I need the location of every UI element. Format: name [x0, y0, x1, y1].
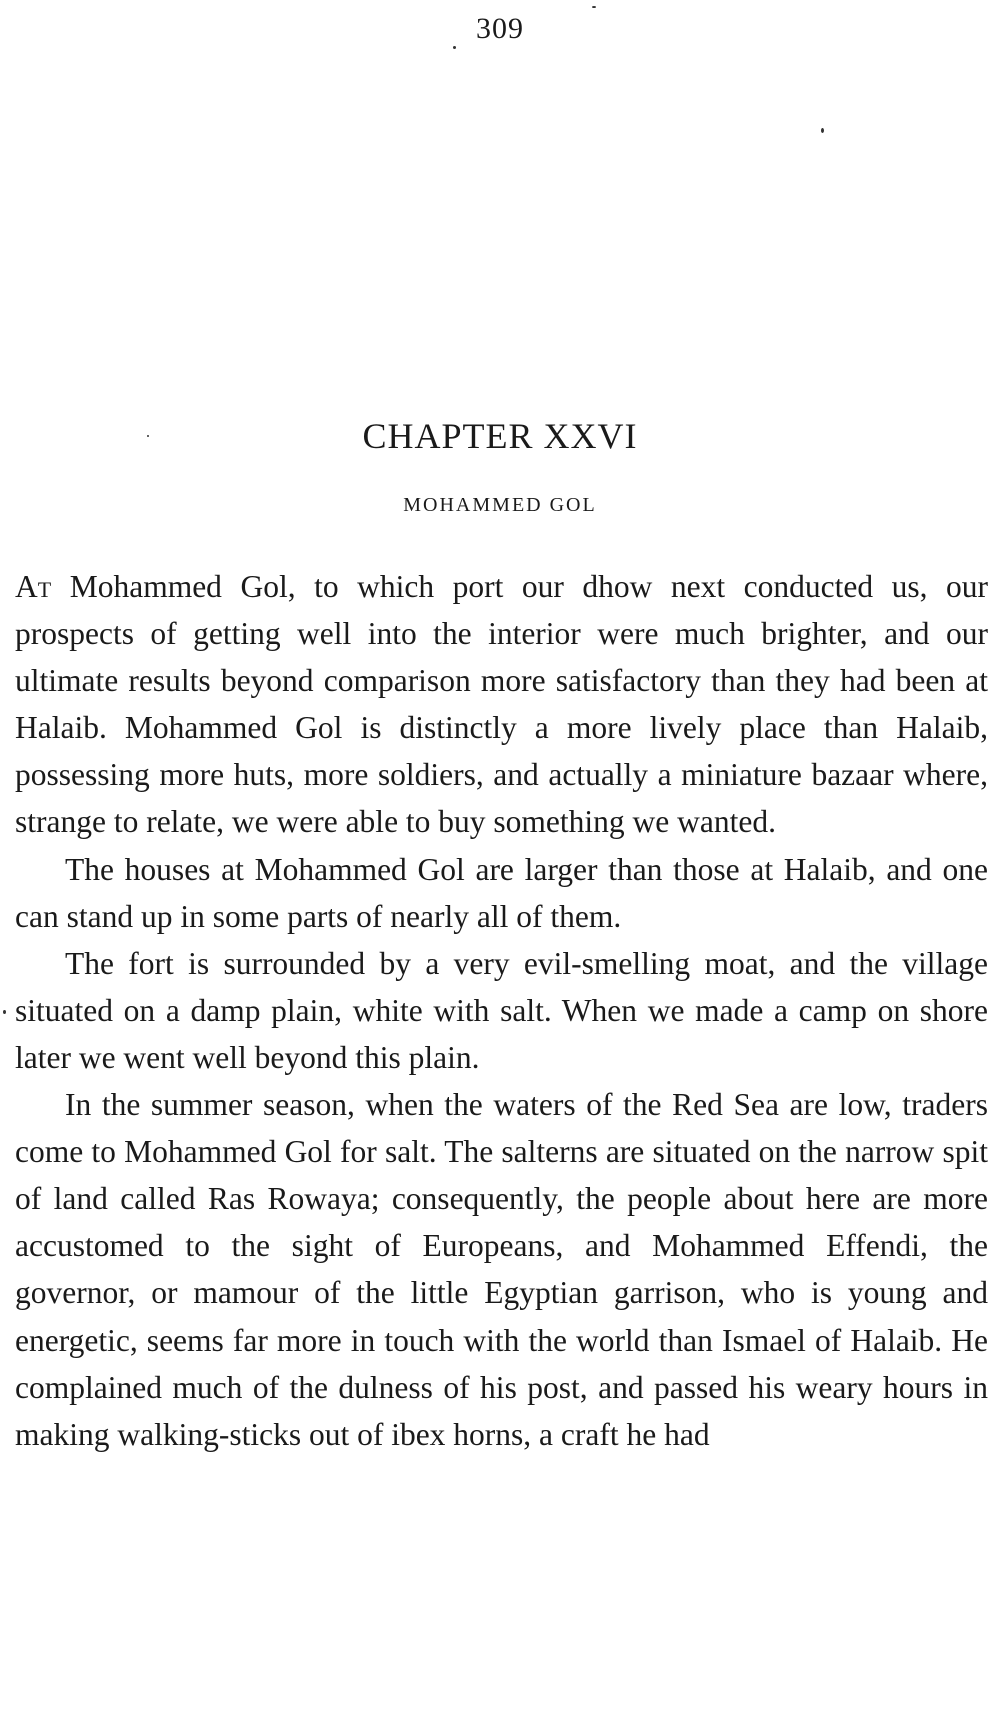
scan-speck	[592, 6, 596, 8]
paragraph: The houses at Mohammed Gol are larger than those at Halaib, and one can stand up in some parts of nearly all of them.	[15, 851, 988, 934]
scan-speck	[3, 1010, 6, 1014]
chapter-title: CHAPTER XXVI	[362, 416, 638, 456]
paragraph-text: Mohammed Gol, to which port our dhow next conducted us, our prospects of getting well into the interior were much brighter, and our ultimate results beyond comparison more satisfactory than they had been at Halaib. Mohammed Gol is distinctly a more lively place than Halaib, possessing more huts, more soldiers, and actually a miniature bazaar where, strange to relate, we were able to buy something we wanted.	[15, 569, 988, 840]
dropcap: At	[15, 569, 52, 604]
scan-speck	[821, 128, 824, 133]
paragraph	[15, 563, 988, 846]
body-text	[15, 563, 988, 1458]
paragraph: In the summer season, when the waters of the Red Sea are low, traders come to Mohammed Gol for salt. The salterns are situated on the narrow spit of land called Ras Rowaya; consequently, the people about here are more accustomed to the sight of Europeans, and Mohammed Effendi, the governor, or mamour of the little Egyptian garrison, who is young and energetic, seems far more in touch with the world than Ismael of Halaib. He complained much of the dulness of his post, and passed his weary hours in making walking-sticks out of ibex horns, a craft he had	[15, 1087, 988, 1452]
scan-speck	[453, 46, 456, 49]
page-number: 309	[476, 12, 524, 45]
paragraph: The fort is surrounded by a very evil-smelling moat, and the village situated on a damp plain, white with salt. When we made a camp on shore later we went well beyond this plain.	[15, 945, 988, 1075]
chapter-subtitle: MOHAMMED GOL	[403, 494, 597, 516]
